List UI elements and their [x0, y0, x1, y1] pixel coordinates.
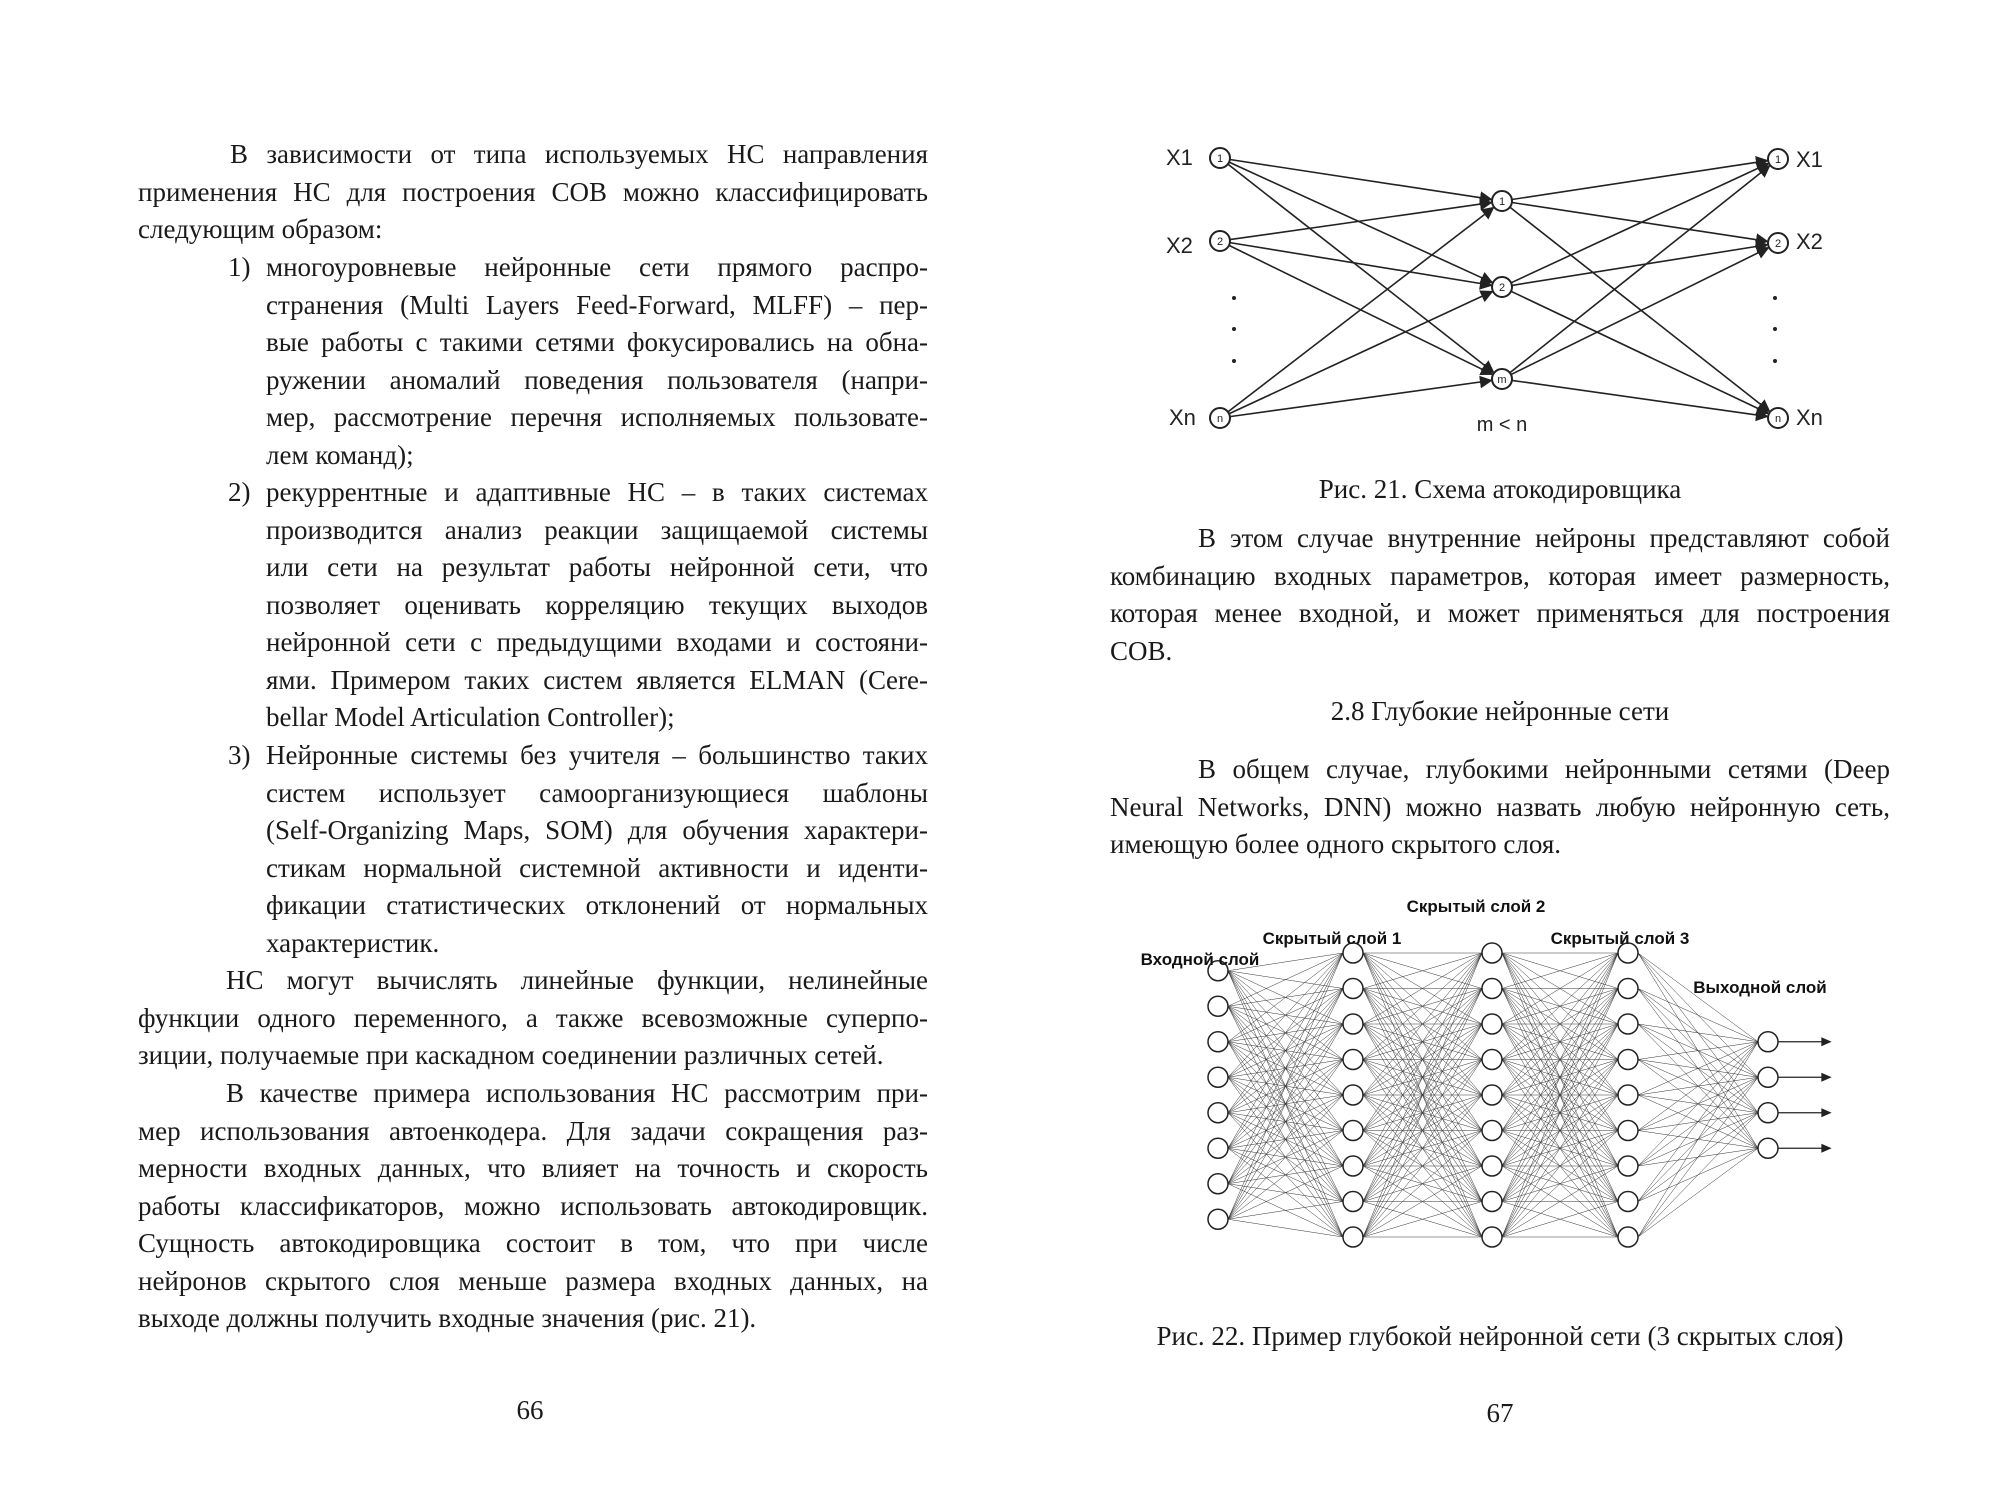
right-page — [1000, 0, 2000, 1493]
hidden2-neuron — [1482, 1050, 1502, 1070]
text-line: имеющую более одного скрытого слоя. — [1110, 829, 1561, 859]
text-line: нейронной сети с предыдущими входами и состояни- — [266, 627, 928, 657]
dnn-connection — [1228, 953, 1343, 1184]
text-line: характеристик. — [266, 927, 440, 958]
output-node-label: 2 — [1774, 238, 1782, 250]
connection-arrow — [1512, 380, 1767, 416]
layer-label-hidden1: Скрытый слой 1 — [1262, 929, 1402, 948]
output-neuron — [1758, 1067, 1778, 1087]
hidden3-neuron — [1618, 1227, 1638, 1247]
autoencoder-diagram — [1150, 135, 1850, 445]
hidden1-neuron — [1343, 1156, 1363, 1176]
dnn-connection — [1638, 1077, 1758, 1237]
output-neuron — [1758, 1032, 1778, 1052]
input-label-x1: X1 — [1166, 145, 1193, 170]
text-line: следующим образом: — [138, 214, 383, 244]
input-neuron — [1208, 1032, 1228, 1052]
list-number: 3) — [228, 740, 251, 770]
text-line: лем команд); — [266, 439, 414, 470]
dnn-connection — [1228, 953, 1343, 1113]
connection-arrow — [1228, 164, 1493, 372]
input-node-label: 2 — [1216, 236, 1224, 248]
hidden3-neuron — [1618, 1014, 1638, 1034]
hidden1-neuron — [1343, 1050, 1363, 1070]
text-line: многоуровневые нейронные сети прямого распро- — [266, 252, 928, 282]
page-number: 66 — [516, 1395, 544, 1425]
output-node-label: 1 — [1774, 154, 1782, 166]
hidden-node-label: 2 — [1498, 282, 1506, 294]
text-line: Сущность автокодировщика состоит в том, что при числе — [138, 1228, 928, 1258]
output-label-x2: X2 — [1796, 229, 1823, 254]
text-line: мер, рассмотрение перечня исполняемых пользовате- — [266, 402, 928, 432]
figure-caption: Рис. 21. Схема атокодировщика — [1318, 474, 1682, 504]
hidden2-neuron — [1482, 1121, 1502, 1141]
input-neuron — [1208, 1209, 1228, 1229]
text-line: зиции, получаемые при каскадном соединении различных сетей. — [138, 1040, 884, 1070]
input-node-label: 1 — [1216, 153, 1224, 165]
hidden-node-label: 1 — [1498, 196, 1506, 208]
input-label-x2: X2 — [1166, 233, 1193, 258]
dnn-connection — [1228, 1202, 1343, 1220]
connection-arrow — [1230, 160, 1491, 200]
paragraph — [1110, 751, 1890, 864]
layer-label-output: Выходной слой — [1693, 978, 1827, 997]
hidden3-neuron — [1618, 979, 1638, 999]
text-line: В зависимости от типа используемых НС направления — [230, 139, 928, 169]
hidden1-neuron — [1343, 1014, 1363, 1034]
hidden3-neuron — [1618, 1050, 1638, 1070]
text-line: В этом случае внутренние нейроны представляют собой — [1198, 523, 1890, 553]
dnn-connection — [1638, 1024, 1758, 1042]
list-item — [266, 737, 928, 962]
text-line: ружении аномалий поведения пользователя (напри- — [266, 364, 928, 395]
text-line: мер использования автоенкодера. Для задачи сокращения раз- — [138, 1115, 928, 1146]
dnn-connection — [1228, 953, 1343, 1148]
dnn-connection — [1228, 1060, 1343, 1220]
dnn-connection — [1228, 1095, 1343, 1219]
list-number: 2) — [228, 477, 251, 507]
text-line: фикации статистических отклонений от нормальных — [266, 890, 928, 920]
text-line: комбинацию входных параметров, которая имеет размерность, — [1110, 560, 1890, 591]
hidden1-neuron — [1343, 1192, 1363, 1212]
text-line: СОВ. — [1110, 635, 1173, 666]
layer-label-input: Входной слой — [1140, 950, 1260, 969]
text-line: НС могут вычислять линейные функции, нелинейные — [226, 965, 928, 995]
hidden3-neuron — [1618, 1156, 1638, 1176]
dnn-connection — [1228, 953, 1343, 1219]
deep-network-diagram — [1120, 895, 1880, 1275]
hidden1-neuron — [1343, 1227, 1363, 1247]
dnn-connection — [1638, 1042, 1758, 1202]
output-arrowhead — [1822, 1145, 1830, 1152]
text-line: функции одного переменного, а также всевозможные суперпо- — [138, 1002, 928, 1033]
connection-arrow — [1510, 166, 1770, 373]
hidden1-neuron — [1343, 979, 1363, 999]
text-line: Neural Networks, DNN) можно назвать любую нейронную сеть, — [1110, 791, 1890, 822]
dnn-connection — [1228, 1219, 1343, 1237]
hidden3-neuron — [1618, 1192, 1638, 1212]
connection-arrow — [1511, 248, 1768, 375]
text-line: странения (Multi Layers Feed-Forward, MLFF) – пер- — [266, 289, 928, 320]
list-item — [266, 474, 928, 737]
text-line: ями. Примером таких систем является ELMAN (Cere- — [266, 664, 928, 695]
hidden3-neuron — [1618, 1085, 1638, 1105]
text-line: Нейронные системы без учителя – большинство таких — [266, 740, 928, 770]
output-node-label: n — [1774, 413, 1782, 425]
hidden3-neuron — [1618, 1121, 1638, 1141]
hidden2-neuron — [1482, 979, 1502, 999]
connection-arrow — [1512, 203, 1767, 242]
text-line: стикам нормальной системной активности и иденти- — [266, 852, 928, 883]
hidden2-neuron — [1482, 943, 1502, 963]
figure-caption: Рис. 22. Пример глубокой нейронной сети (3 скрытых слоя) — [1156, 1321, 1844, 1351]
dnn-connection — [1638, 1042, 1758, 1095]
text-line: вые работы с такими сетями фокусировались на обна- — [266, 327, 928, 357]
dnn-connection — [1228, 989, 1343, 1220]
hidden-node-label: m — [1497, 374, 1507, 386]
hidden2-neuron — [1482, 1156, 1502, 1176]
output-label-xn: Xn — [1796, 405, 1823, 430]
condition-label: m < n — [1476, 414, 1528, 436]
dnn-connection — [1638, 1148, 1758, 1237]
output-label-x1: X1 — [1796, 147, 1823, 172]
text-line: производится анализ реакции защищаемой системы — [266, 514, 928, 545]
text-line: bellar Model Articulation Controller); — [266, 702, 675, 732]
hidden2-neuron — [1482, 1227, 1502, 1247]
page-number: 67 — [1486, 1398, 1514, 1428]
input-neuron — [1208, 1103, 1228, 1123]
dnn-connection — [1638, 1042, 1758, 1060]
hidden1-neuron — [1343, 1121, 1363, 1141]
dnn-connection — [1228, 1131, 1343, 1220]
list-number: 1) — [228, 252, 251, 282]
input-neuron — [1208, 1174, 1228, 1194]
text-line: В общем случае, глубокими нейронными сетями (Deep — [1198, 754, 1890, 784]
text-line: которая менее входной, и может применяться для построения — [1110, 598, 1890, 628]
input-label-xn: Xn — [1169, 405, 1196, 430]
output-arrowhead — [1822, 1074, 1830, 1081]
hidden1-neuron — [1343, 1085, 1363, 1105]
list-item — [266, 249, 928, 474]
section-heading: 2.8 Глубокие нейронные сети — [1330, 696, 1670, 726]
dnn-connection — [1228, 953, 1343, 1077]
dnn-connection — [1228, 1166, 1343, 1219]
connection-arrow — [1230, 381, 1491, 417]
text-line: применения НС для построения СОВ можно классифицировать — [138, 176, 928, 207]
text-line: работы классификаторов, можно использовать автокодировщик. — [138, 1190, 928, 1221]
hidden2-neuron — [1482, 1014, 1502, 1034]
connection-arrow — [1230, 203, 1491, 240]
text-line: (Self-Organizing Maps, SOM) для обучения характери- — [266, 815, 928, 845]
text-line: или сети на результат работы нейронной сети, что — [266, 552, 928, 582]
output-neuron — [1758, 1103, 1778, 1123]
output-neuron — [1758, 1138, 1778, 1158]
dnn-connection — [1638, 953, 1758, 1042]
layer-label-hidden3: Скрытый слой 3 — [1550, 929, 1690, 948]
text-line: мерности входных данных, что влияет на точность и скорость — [138, 1153, 928, 1183]
dnn-connection — [1638, 1042, 1758, 1166]
intro-paragraph — [138, 136, 928, 249]
dnn-connection — [1638, 1113, 1758, 1237]
dnn-connection — [1228, 1024, 1343, 1219]
connection-arrow — [1512, 161, 1767, 200]
dnn-connection — [1638, 1042, 1758, 1131]
input-neuron — [1208, 1067, 1228, 1087]
paragraph — [138, 962, 928, 1075]
text-line: В качестве примера использования НС рассмотрим при- — [226, 1078, 928, 1108]
paragraph — [1110, 520, 1890, 670]
text-line: нейронов скрытого слоя меньше размера входных данных, на — [138, 1265, 928, 1296]
text-line: систем использует самоорганизующиеся шаблоны — [266, 777, 928, 808]
input-neuron — [1208, 1138, 1228, 1158]
layer-label-hidden2: Скрытый слой 2 — [1406, 897, 1546, 916]
dnn-connection — [1638, 1042, 1758, 1237]
input-neuron — [1208, 996, 1228, 1016]
output-arrowhead — [1822, 1038, 1830, 1045]
paragraph — [138, 1075, 928, 1338]
input-node-label: n — [1216, 413, 1224, 425]
text-line: выходе должны получить входные значения (рис. 21). — [138, 1303, 757, 1333]
text-line: рекуррентные и адаптивные НС – в таких системах — [266, 477, 928, 507]
text-line: позволяет оценивать корреляцию текущих выходов — [266, 589, 928, 620]
hidden2-neuron — [1482, 1192, 1502, 1212]
output-arrowhead — [1822, 1109, 1830, 1116]
hidden2-neuron — [1482, 1085, 1502, 1105]
